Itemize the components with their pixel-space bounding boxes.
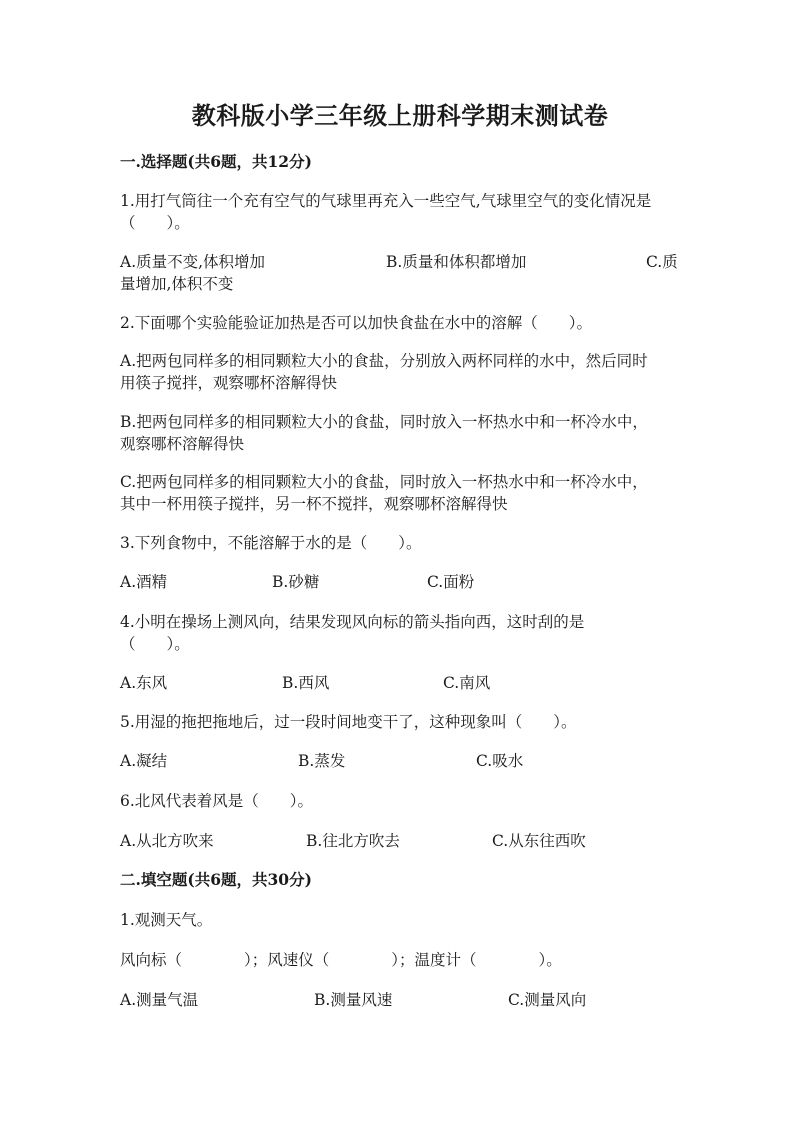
question-2-option-b-line2: 观察哪杯溶解得快 (120, 435, 245, 453)
fill-question-1-stem: 1.观测天气。 (120, 911, 213, 929)
question-1-option-c: C.质 (646, 253, 678, 271)
question-1-option-a: A.质量不变,体积增加 (120, 253, 266, 271)
fill-question-1-blanks: 风向标（ ）；风速仪（ ）；温度计（ ）。 (120, 951, 562, 969)
fill-question-1-option-a: A.测量气温 (120, 991, 199, 1009)
question-4-option-a: A.东风 (120, 674, 168, 692)
question-6-option-a: A.从北方吹来 (120, 832, 214, 850)
page-title: 教科版小学三年级上册科学期末测试卷 (191, 101, 609, 130)
question-4-option-c: C.南风 (443, 674, 491, 692)
question-4-stem-line2: （ ）。 (120, 635, 190, 653)
question-5-option-c: C.吸水 (476, 752, 524, 770)
question-2-option-a-line2: 用筷子搅拌，观察哪杯溶解得快 (120, 374, 338, 392)
fill-question-1-option-b: B.测量风速 (314, 991, 393, 1009)
fill-question-1-option-c: C.测量风向 (508, 991, 587, 1009)
question-2-option-c-line2: 其中一杯用筷子搅拌，另一杯不搅拌，观察哪杯溶解得快 (120, 495, 508, 513)
question-1-stem-line1: 1.用打气筒往一个充有空气的气球里再充入一些空气,气球里空气的变化情况是 (120, 192, 652, 210)
question-6-option-c: C.从东往西吹 (492, 832, 586, 850)
question-2-option-a-line1: A.把两包同样多的相同颗粒大小的食盐，分别放入两杯同样的水中，然后同时 (120, 352, 648, 370)
question-1-option-c-continued: 量增加,体积不变 (120, 275, 234, 293)
question-4-stem-line1: 4.小明在操场上测风向，结果发现风向标的箭头指向西，这时刮的是 (120, 613, 585, 631)
question-5-stem: 5.用湿的拖把拖地后，过一段时间地变干了，这种现象叫（ ）。 (120, 713, 577, 731)
question-3-option-a: A.酒精 (120, 573, 168, 591)
question-6-stem: 6.北风代表着风是（ ）。 (120, 792, 314, 810)
section-heading-choice: 一.选择题(共6题，共12分) (120, 152, 312, 171)
question-5-option-b: B.蒸发 (298, 752, 346, 770)
question-2-option-c-line1: C.把两包同样多的相同颗粒大小的食盐，同时放入一杯热水中和一杯冷水中， (120, 473, 648, 491)
question-4-option-b: B.西风 (282, 674, 330, 692)
question-6-option-b: B.往北方吹去 (306, 832, 400, 850)
question-3-option-c: C.面粉 (427, 573, 475, 591)
question-3-option-b: B.砂糖 (272, 573, 320, 591)
question-2-option-b-line1: B.把两包同样多的相同颗粒大小的食盐，同时放入一杯热水中和一杯冷水中， (120, 413, 648, 431)
question-5-option-a: A.凝结 (120, 752, 168, 770)
section-heading-fill-in: 二.填空题(共6题，共30分) (120, 870, 312, 889)
question-1-stem-line2: （ ）。 (120, 214, 190, 232)
question-3-stem: 3.下列食物中，不能溶解于水的是（ ）。 (120, 534, 422, 552)
question-2-stem-text: 2.下面哪个实验能验证加热是否可以加快食盐在水中的溶解（ ）。 (120, 314, 593, 332)
question-1-option-b: B.质量和体积都增加 (386, 253, 527, 271)
